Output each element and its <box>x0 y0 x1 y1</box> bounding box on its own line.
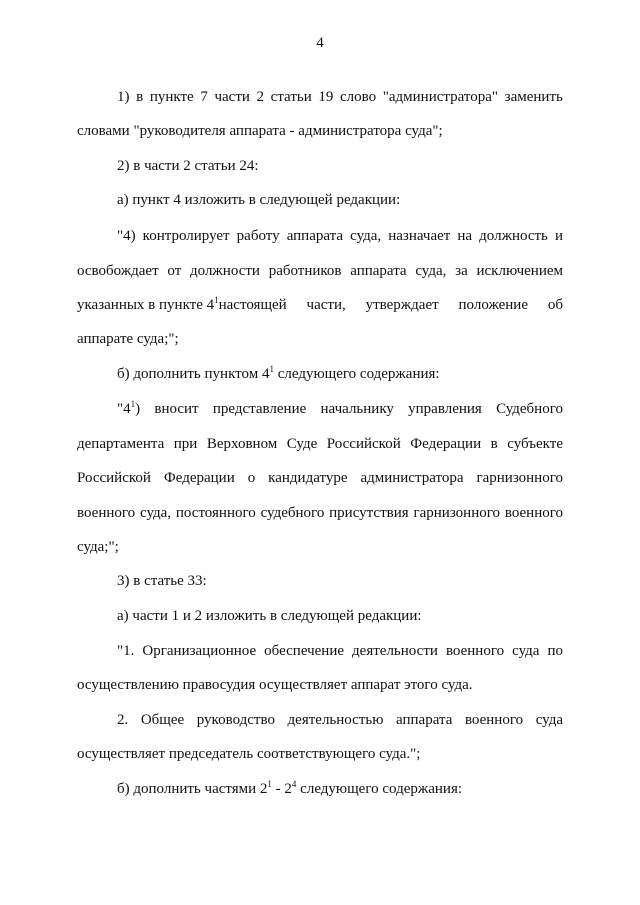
paragraph-line: аппарате суда;"; <box>77 331 179 347</box>
line-text: ) вносит представление начальнику управления Судебного <box>135 401 563 417</box>
line-text: б) дополнить пунктом 4 <box>117 366 270 382</box>
word: 1) <box>117 89 130 105</box>
word: 7 <box>200 89 208 105</box>
word: настоящей <box>218 297 287 313</box>
paragraph-line <box>117 401 563 418</box>
paragraph-line: 2) в части 2 статьи 24: <box>117 158 259 174</box>
superscript: 1 <box>214 295 219 305</box>
line-text <box>219 297 563 314</box>
paragraph-line: осуществлению правосудия осуществляет аппарат этого суда. <box>77 677 473 693</box>
paragraph-line: освобождает от должности работников аппарата суда, за исключением <box>77 263 563 279</box>
superscript: 1 <box>267 779 272 789</box>
word: статьи <box>270 89 312 105</box>
superscript: 4 <box>291 779 297 789</box>
word: положение <box>458 297 528 313</box>
word: в <box>136 89 144 105</box>
word: слово <box>340 89 377 105</box>
paragraph-line: 3) в статье 33: <box>117 573 207 589</box>
paragraph-line: суда;"; <box>77 539 119 555</box>
superscript: 1 <box>269 364 274 374</box>
line-text: следующего содержания: <box>296 781 463 797</box>
superscript: 1 <box>130 399 136 409</box>
paragraph-line: осуществляет председатель соответствующего суда."; <box>77 746 421 762</box>
word: пункте <box>149 89 194 105</box>
paragraph-line: Российской Федерации о кандидатуре администратора гарнизонного <box>77 470 563 486</box>
line-text: указанных в пункте 4 <box>77 297 215 313</box>
word: части <box>214 89 250 105</box>
line-text: "4 <box>117 401 131 417</box>
paragraph-line: словами "руководителя аппарата - администратора суда"; <box>77 123 443 139</box>
line-text: - 2 <box>271 781 292 797</box>
paragraph-line <box>117 781 462 798</box>
paragraph-line: "1. Организационное обеспечение деятельности военного суда по <box>117 643 563 659</box>
word: части, <box>306 297 346 313</box>
page-number: 4 <box>316 35 324 51</box>
paragraph-line <box>77 297 563 314</box>
word: 19 <box>318 89 334 105</box>
line-text: следующего содержания: <box>273 366 440 382</box>
word: "администратора" <box>382 89 499 105</box>
word: 2 <box>256 89 265 105</box>
paragraph-line: департамента при Верховном Суде Российской Федерации в субъекте <box>77 436 563 452</box>
paragraph-line: военного суда, постоянного судебного присутствия гарнизонного военного <box>77 505 563 521</box>
word: об <box>547 297 563 313</box>
word: заменить <box>504 89 563 105</box>
paragraph-line: "4) контролирует работу аппарата суда, назначает на должность и <box>117 228 563 244</box>
line-text <box>117 89 563 106</box>
line-part <box>77 297 219 314</box>
word: утверждает <box>365 297 439 313</box>
paragraph-line <box>117 89 563 106</box>
line-part <box>117 401 135 418</box>
paragraph-line: а) пункт 4 изложить в следующей редакции: <box>117 192 401 208</box>
paragraph-line <box>117 366 440 383</box>
line-text: б) дополнить частями 2 <box>117 781 268 797</box>
paragraph-line: а) части 1 и 2 изложить в следующей редакции: <box>117 608 422 624</box>
paragraph-line: 2. Общее руководство деятельностью аппарата военного суда <box>117 712 563 728</box>
